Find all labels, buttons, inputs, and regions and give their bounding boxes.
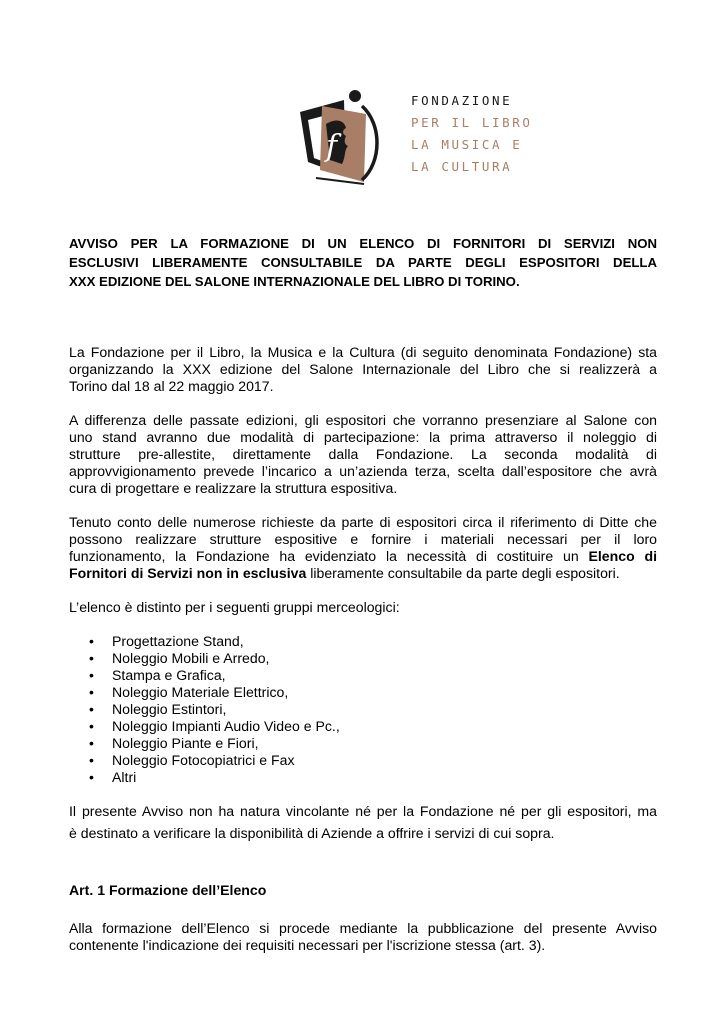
book-f-emblem-icon xyxy=(286,84,404,188)
logo-wordmark xyxy=(411,90,533,178)
bullet-icon: • xyxy=(89,650,94,666)
suppliers-emphasis-start: Elenco di xyxy=(588,548,657,564)
list-item-label: Altri xyxy=(112,769,137,785)
list-item xyxy=(69,650,657,667)
paragraph-participation-line-5: cura di progettare e realizzare la struttura espositiva. xyxy=(69,480,398,496)
list-item-label: Noleggio Estintori, xyxy=(112,701,227,717)
bullet-icon: • xyxy=(89,701,94,717)
logo-line-3: LA MUSICA E xyxy=(411,137,523,152)
list-item xyxy=(69,633,657,650)
bullet-icon: • xyxy=(89,684,94,700)
paragraph-groups-intro: L’elenco è distinto per i seguenti gruppi merceologici: xyxy=(69,599,400,615)
list-item-label: Noleggio Fotocopiatrici e Fax xyxy=(112,752,295,768)
paragraph-intro xyxy=(69,344,657,395)
paragraph-participation xyxy=(69,412,657,497)
paragraph-intro-line-1: La Fondazione per il Libro, la Musica e la Cultura (di seguito denominata Fondazione) sta xyxy=(69,344,657,360)
document-title xyxy=(69,234,657,291)
paragraph-suppliers-line-2: possono realizzare strutture espositive e fornire i materiali necessari per il loro xyxy=(69,531,657,547)
paragraph-participation-line-1: A differenza delle passate edizioni, gli espositori che vorranno presenziare al Salone con xyxy=(69,412,657,428)
article-1-heading: Art. 1 Formazione dell’Elenco xyxy=(69,882,267,898)
bullet-icon: • xyxy=(89,633,94,649)
list-item-label: Progettazione Stand, xyxy=(112,633,244,649)
paragraph-non-binding-line-1: Il presente Avviso non ha natura vincolante né per la Fondazione né per gli espositori, ma xyxy=(69,803,657,819)
list-item xyxy=(69,769,657,786)
paragraph-article-1-line-2: contenente l'indicazione dei requisiti necessari per l'iscrizione stessa (art. 3). xyxy=(69,937,546,953)
list-item-label: Stampa e Grafica, xyxy=(112,667,226,683)
product-group-list xyxy=(69,633,657,786)
title-line-1: AVVISO PER LA FORMAZIONE DI UN ELENCO DI FORNITORI DI SERVIZI NON xyxy=(69,236,657,251)
logo-line-1: FONDAZIONE xyxy=(411,93,513,108)
list-item xyxy=(69,735,657,752)
document-body xyxy=(69,344,657,971)
title-line-2: ESCLUSIVI LIBERAMENTE CONSULTABILE DA PARTE DEGLI ESPOSITORI DELLA xyxy=(69,255,657,270)
list-item xyxy=(69,667,657,684)
paragraph-suppliers-line-1: Tenuto conto delle numerose richieste da parte di espositori circa il riferimento di Ditte che xyxy=(69,514,657,530)
title-line-3: XXX EDIZIONE DEL SALONE INTERNAZIONALE DEL LIBRO DI TORINO. xyxy=(69,274,520,289)
list-item xyxy=(69,752,657,769)
paragraph-non-binding xyxy=(69,800,657,844)
paragraph-suppliers-line-3 xyxy=(69,548,657,565)
list-item xyxy=(69,718,657,735)
logo-line-2: PER IL LIBRO xyxy=(411,115,533,130)
list-item-label: Noleggio Materiale Elettrico, xyxy=(112,684,289,700)
bullet-icon: • xyxy=(89,718,94,734)
paragraph-article-1 xyxy=(69,920,657,954)
bullet-icon: • xyxy=(89,667,94,683)
paragraph-intro-line-3: Torino dal 18 al 22 maggio 2017. xyxy=(69,378,274,394)
bullet-icon: • xyxy=(89,735,94,751)
suppliers-line-4-text: liberamente consultabile da parte degli espositori. xyxy=(306,565,620,581)
paragraph-intro-line-2: organizzando la XXX edizione del Salone Internazionale del Libro che si realizzerà a xyxy=(69,361,657,377)
paragraph-participation-line-4: approvvigionamento prevede l’incarico a un’azienda terza, scelta dall’espositore che avrà xyxy=(69,463,657,479)
list-item xyxy=(69,701,657,718)
foundation-logo xyxy=(286,84,533,188)
list-item-label: Noleggio Piante e Fiori, xyxy=(112,735,259,751)
paragraph-suppliers-line-4 xyxy=(69,565,657,582)
bullet-icon: • xyxy=(89,769,94,785)
paragraph-article-1-line-1: Alla formazione dell’Elenco si procede mediante la pubblicazione del presente Avviso xyxy=(69,920,657,936)
suppliers-emphasis-end: Fornitori di Servizi non in esclusiva xyxy=(69,565,307,581)
bullet-icon: • xyxy=(89,752,94,768)
list-item-label: Noleggio Mobili e Arredo, xyxy=(112,650,270,666)
paragraph-suppliers xyxy=(69,514,657,582)
logo-glyph: f xyxy=(326,129,338,164)
list-item xyxy=(69,684,657,701)
paragraph-participation-line-2: uno stand avranno due modalità di partecipazione: la prima attraverso il noleggio di xyxy=(69,429,657,445)
paragraph-participation-line-3: strutture pre-allestite, direttamente dalla Fondazione. La seconda modalità di xyxy=(69,446,657,462)
suppliers-line-3-text: funzionamento, la Fondazione ha evidenziato la necessità di costituire un xyxy=(69,548,589,564)
logo-line-4: LA CULTURA xyxy=(411,159,513,174)
list-item-label: Noleggio Impianti Audio Video e Pc., xyxy=(112,718,340,734)
paragraph-non-binding-line-2: è destinato a verificare la disponibilità di Aziende a offrire i servizi di cui sopra. xyxy=(69,825,555,841)
